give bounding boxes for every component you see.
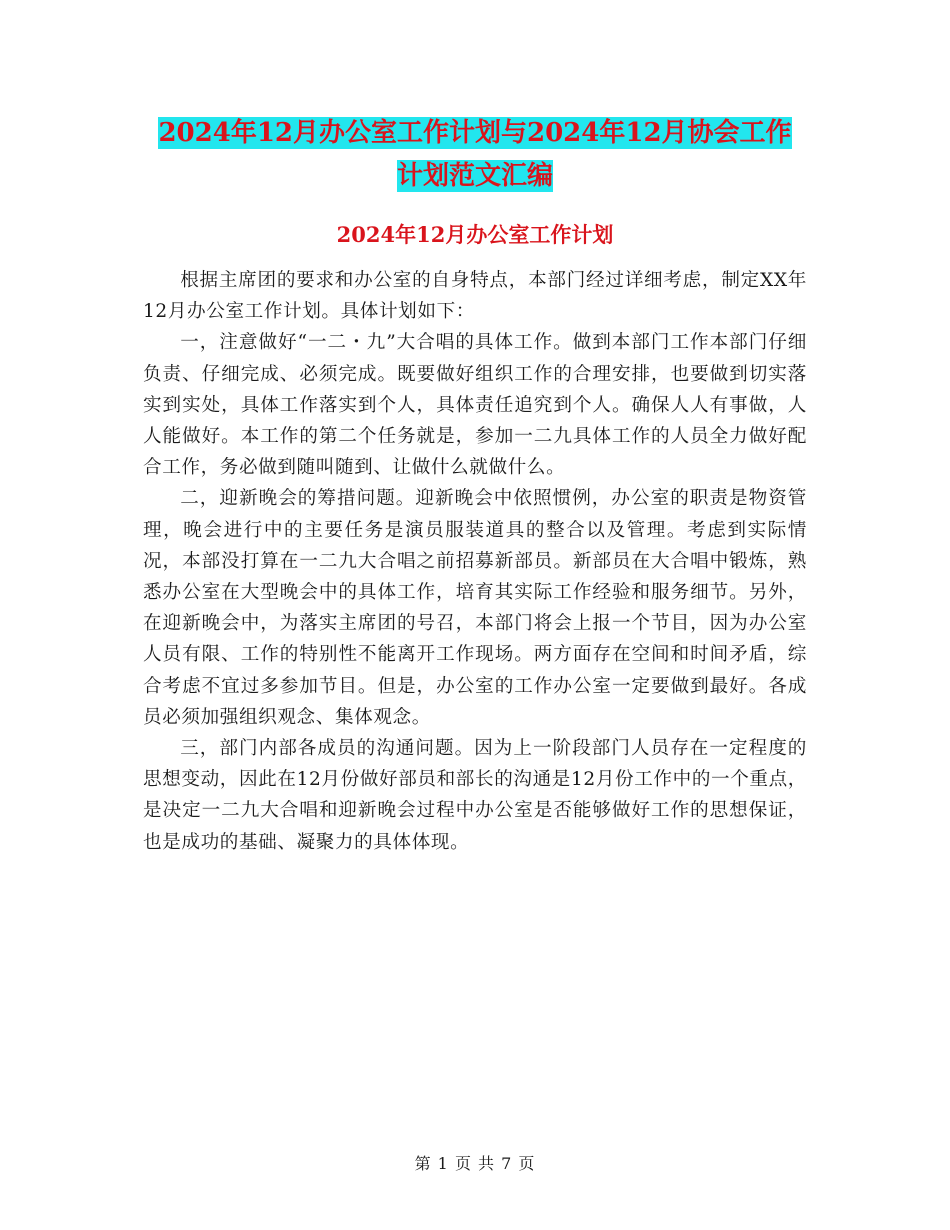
title-line-1: 2024年12月办公室工作计划与2024年12月协会工作 xyxy=(158,118,792,148)
paragraph-item-1: 一，注意做好“一二・九”大合唱的具体工作。做到本部门工作本部门仔细负责、仔细完成、必须完成。既要做好组织工作的合理安排，也要做到切实落实到实处，具体工作落实到个人，具体责任追究到个人。确保人人有事做，人人能做好。本工作的第二个任务就是，参加一二九具体工作的人员全力做好配合工作，务必做到随叫随到、让做什么就做什么。 xyxy=(143,332,807,479)
page-footer: 第 1 页 共 7 页 xyxy=(414,1154,536,1173)
title-line-2: 计划范文汇编 xyxy=(396,161,553,191)
section-title: 2024年12月办公室工作计划 xyxy=(336,222,614,247)
paragraph-intro: 根据主席团的要求和办公室的自身特点，本部门经过详细考虑，制定XX年12月办公室工作计划。具体计划如下： xyxy=(143,270,807,323)
document-title xyxy=(140,112,810,198)
document-body xyxy=(143,265,807,858)
paragraph-item-2: 二，迎新晚会的筹措问题。迎新晚会中依照惯例，办公室的职责是物资管理，晚会进行中的主要任务是演员服装道具的整合以及管理。考虑到实际情况，本部没打算在一二九大合唱之前招募新部员。新部员在大合唱中锻炼，熟悉办公室在大型晚会中的具体工作，培育其实际工作经验和服务细节。另外，在迎新晚会中，为落实主席团的号召，本部门将会上报一个节目，因为办公室人员有限、工作的特别性不能离开工作现场。两方面存在空间和时间矛盾，综合考虑不宜过多参加节目。但是，办公室的工作办公室一定要做到最好。各成员必须加强组织观念、集体观念。 xyxy=(143,488,807,728)
paragraph-item-3: 三，部门内部各成员的沟通问题。因为上一阶段部门人员存在一定程度的思想变动，因此在12月份做好部员和部长的沟通是12月份工作中的一个重点，是决定一二九大合唱和迎新晚会过程中办公室是否能够做好工作的思想保证，也是成功的基础、凝聚力的具体体现。 xyxy=(143,738,807,853)
